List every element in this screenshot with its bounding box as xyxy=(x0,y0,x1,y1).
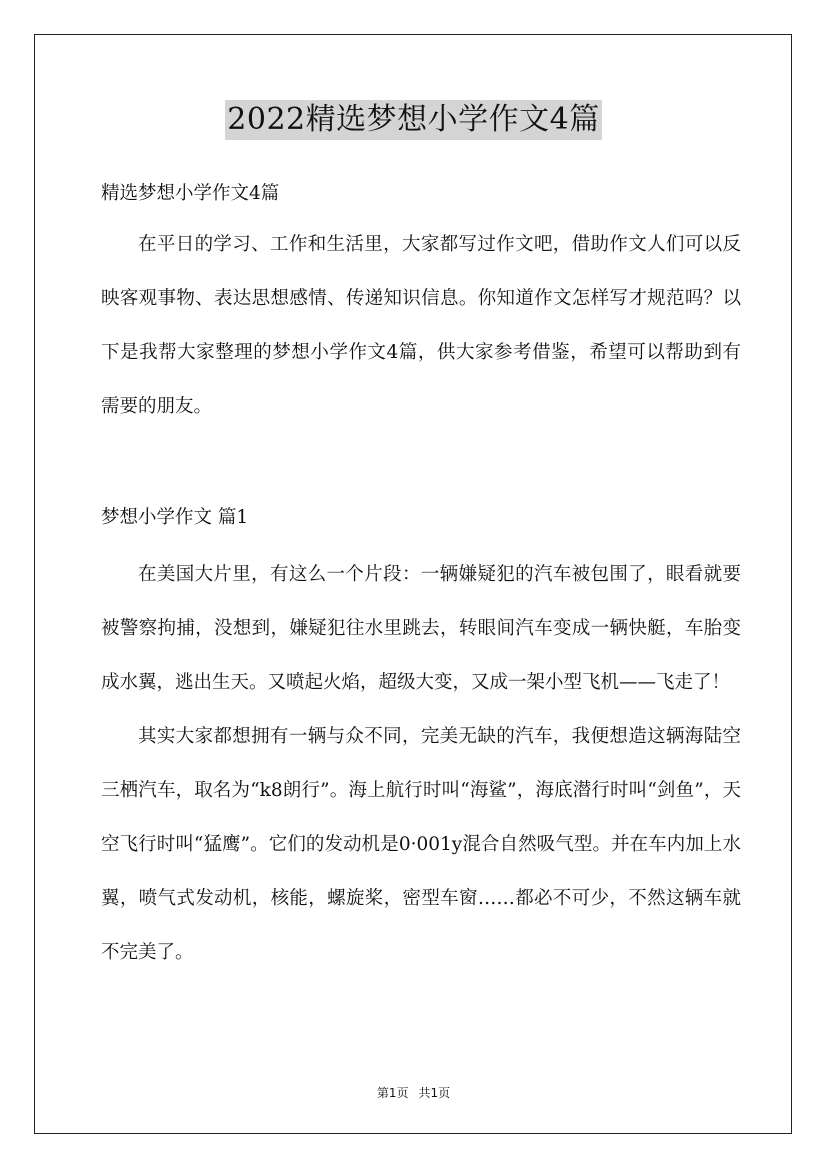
body-paragraph: 在美国大片里，有这么一个片段：一辆嫌疑犯的汽车被包围了，眼看就要被警察拘捕，没想到，嫌疑犯往水里跳去，转眼间汽车变成一辆快艇，车胎变成水翼，逃出生天。又喷起火焰，超级大变，又成一架小型飞机——飞走了！ xyxy=(101,564,741,693)
document-title: 2022精选梦想小学作文4篇 xyxy=(225,100,601,140)
spacer xyxy=(101,434,741,488)
document-body xyxy=(101,170,741,980)
page-total: 共1页 xyxy=(418,1086,451,1100)
body-paragraph: 其实大家都想拥有一辆与众不同，完美无缺的汽车，我便想造这辆海陆空三栖汽车，取名为“k8朗行”。海上航行时叫“海鲨”，海底潜行时叫“剑鱼”，天空飞行时叫“猛鹰”。它们的发动机是0·001y混合自然吸气型。并在车内加上水翼，喷气式发动机，核能，螺旋桨，密型车窗……都必不可少，不然这辆车就不完美了。 xyxy=(101,726,741,963)
page-footer xyxy=(0,1084,827,1101)
section-title: 梦想小学作文 篇1 xyxy=(101,507,249,528)
intro-paragraph: 在平日的学习、工作和生活里，大家都写过作文吧，借助作文人们可以反映客观事物、表达思想感情、传递知识信息。你知道作文怎样写才规范吗？以下是我帮大家整理的梦想小学作文4篇，供大家参考借鉴，希望可以帮助到有需要的朋友。 xyxy=(101,234,741,417)
page-number: 第1页 xyxy=(376,1086,409,1100)
title-container xyxy=(0,100,827,140)
document-subtitle: 精选梦想小学作文4篇 xyxy=(101,183,280,204)
